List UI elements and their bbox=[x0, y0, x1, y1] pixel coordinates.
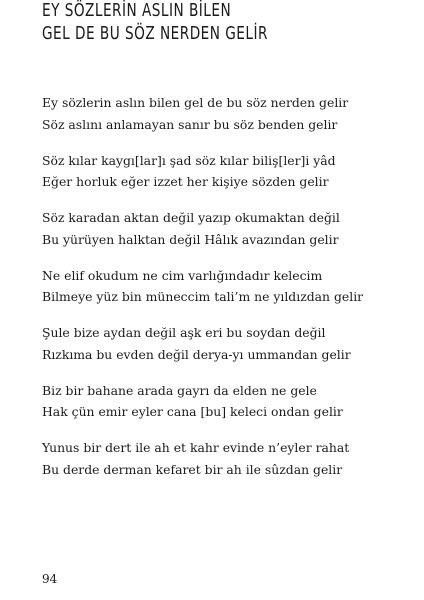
verse-line: Biz bir bahane arada gayrı da elden ne gele bbox=[42, 382, 317, 398]
verse-line: Eğer horluk eğer izzet her kişiye sözden gelir bbox=[42, 174, 329, 189]
stanza-2 bbox=[42, 150, 412, 193]
stanza-6 bbox=[42, 380, 412, 423]
verse-line: Rızkıma bu evden değil derya-yı ummandan gelir bbox=[42, 346, 351, 362]
poem-title bbox=[42, 0, 268, 46]
verse-line: Söz karadan aktan değil yazıp okumaktan değil bbox=[42, 210, 340, 225]
stanza-1 bbox=[42, 92, 412, 135]
verse-line: Söz kılar kaygı[lar]ı şad söz kılar biliş[ler]i yâd bbox=[42, 152, 336, 168]
page-number: 94 bbox=[42, 572, 58, 586]
stanza-5 bbox=[42, 322, 412, 365]
verse-line: Söz aslını anlamayan sanır bu söz benden gelir bbox=[42, 116, 338, 132]
stanza-4 bbox=[42, 265, 412, 308]
verse-line: Bu yürüyen halktan değil Hâlık avazından gelir bbox=[42, 231, 339, 247]
verse-line: Şule bize aydan değil aşk eri bu soydan değil bbox=[42, 325, 326, 340]
stanza-3 bbox=[42, 207, 412, 250]
poem-title-line-2: GEL DE BU SÖZ NERDEN GELİR bbox=[42, 24, 268, 44]
verse-line: Hak çün emir eyler cana [bu] keleci ondan gelir bbox=[42, 404, 343, 419]
verse-line: Ey sözlerin aslın bilen gel de bu söz nerden gelir bbox=[42, 95, 349, 110]
verse-line: Yunus bir dert ile ah et kahr evinde n’eyler rahat bbox=[42, 440, 350, 455]
verse-line: Bu derde derman kefaret bir ah ile sûzdan gelir bbox=[42, 461, 343, 477]
poem-body bbox=[42, 92, 412, 495]
poem-title-line-1: EY SÖZLERİN ASLIN BİLEN bbox=[42, 1, 232, 21]
stanza-7 bbox=[42, 437, 412, 480]
verse-line: Ne elif okudum ne cim varlığındadır kelecim bbox=[42, 267, 323, 283]
verse-line: Bilmeye yüz bin müneccim tali’m ne yıldızdan gelir bbox=[42, 289, 364, 304]
